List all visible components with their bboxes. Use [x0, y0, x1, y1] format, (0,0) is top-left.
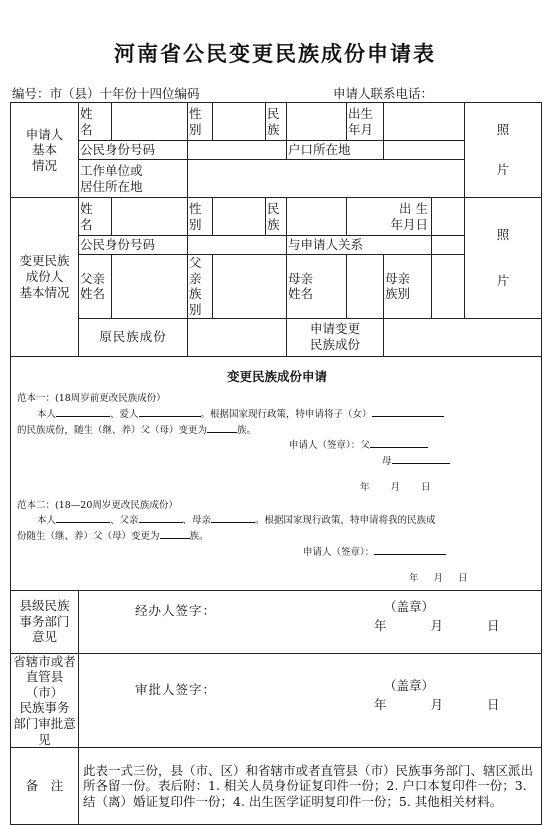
applicant-id-field[interactable] — [188, 141, 287, 160]
city-seal-label: （盖章） — [384, 678, 435, 694]
changer-name-label: 姓 名 — [79, 198, 112, 236]
mother-name-label: 母亲 姓名 — [287, 255, 347, 319]
father-ethnic-field[interactable] — [213, 255, 287, 319]
changer-section-label: 变更民族 成份人 基本情况 — [11, 198, 79, 357]
template2-self-blank[interactable] — [56, 512, 110, 523]
county-approval-area — [79, 590, 542, 653]
changer-sex-field[interactable] — [213, 198, 266, 236]
city-approval-area — [79, 653, 542, 748]
changer-sex-label: 性 别 — [188, 198, 213, 236]
template1-spouse-blank[interactable] — [139, 406, 201, 417]
changer-relation-field[interactable] — [432, 236, 465, 255]
city-signer-label: 审批人签字： — [135, 682, 217, 698]
declaration-block — [11, 356, 542, 590]
applicant-birth-field[interactable] — [384, 103, 465, 141]
applicant-section-label: 申请人 基本 情况 — [11, 103, 79, 198]
serial-number-label: 编号：市（县）十年份十四位编码 — [12, 86, 200, 101]
changer-ethnic-label: 民 族 — [266, 198, 287, 236]
form-title: 河南省公民变更民族成份申请表 — [114, 41, 436, 66]
changer-name-field[interactable] — [112, 198, 188, 236]
city-approval-label: 省辖市或者 直管县（市） 民族事务 部门审批意见 — [11, 653, 79, 748]
applicant-work-label: 工作单位或 居住所在地 — [79, 160, 188, 198]
changer-relation-label: 与申请人关系 — [287, 236, 432, 255]
changer-ethnic-field[interactable] — [287, 198, 347, 236]
applicant-name-label: 姓 名 — [79, 103, 112, 141]
notes-text: 此表一式三份，县（市、区）和省辖市或者直管县（市）民族事务部门、辖区派出所各留一份。表后附：1. 相关人员身份证复印件一份；2. 户口本复印件一份；3. 结（离）婚证复印件一份；4. 出生医学证明复印件一份；5. 其他相关材料。 — [79, 748, 542, 825]
original-ethnic-label: 原民族成份 — [79, 318, 188, 356]
applicant-sex-field[interactable] — [213, 103, 266, 141]
application-table — [10, 102, 542, 825]
mother-ethnic-label: 母亲 族别 — [384, 255, 432, 319]
changer-photo-box: 照 片 — [465, 198, 542, 319]
template1-mother-sign[interactable] — [392, 453, 450, 464]
template1-father-sign[interactable] — [370, 437, 428, 448]
template2-father-blank[interactable] — [139, 512, 183, 523]
template-one: 范本一：(18周岁前更改民族成份） 本人 、爱人 。根据国家现行政策，特申请将子（女） 的民族成份，随生（继、养）父（母）变更为 族。 申请人（签章）：父 母 年 月 日 — [17, 392, 537, 495]
template1-ethnic-blank[interactable] — [207, 422, 237, 433]
city-date-label: 年 月 日 — [374, 697, 500, 713]
original-ethnic-field[interactable] — [188, 318, 287, 356]
county-approval-label: 县级民族 事务部门 意见 — [11, 590, 79, 653]
applicant-ethnic-field[interactable] — [287, 103, 347, 141]
applicant-hukou-label: 户口所在地 — [287, 141, 384, 160]
father-name-field[interactable] — [112, 255, 188, 319]
applicant-hukou-field[interactable] — [384, 141, 465, 160]
notes-label: 备 注 — [11, 748, 79, 825]
template-two: 范本二：(18—20周岁更改民族成份） 本人 、父亲 、母亲 。根据国家现行政策，特申请将我的民族成 份随生（继、养）父（母）变更为 族。 申请人（签章）： 年 月 日 — [17, 499, 468, 584]
changer-birth-field[interactable] — [432, 198, 465, 236]
applicant-sex-label: 性 别 — [188, 103, 213, 141]
county-date-label: 年 月 日 — [374, 617, 500, 633]
applicant-birth-label: 出生 年月 — [347, 103, 384, 141]
county-seal-label: （盖章） — [384, 598, 435, 614]
changer-birth-label: 出 生 年月日 — [347, 198, 432, 236]
mother-ethnic-field[interactable] — [432, 255, 465, 319]
template2-mother-blank[interactable] — [211, 512, 255, 523]
template1-self-blank[interactable] — [56, 406, 110, 417]
changer-id-field[interactable] — [188, 236, 287, 255]
applicant-id-label: 公民身份号码 — [79, 141, 188, 160]
requested-ethnic-field[interactable] — [384, 318, 542, 356]
applicant-name-field[interactable] — [112, 103, 188, 141]
mother-name-field[interactable] — [347, 255, 384, 319]
applicant-ethnic-label: 民 族 — [266, 103, 287, 141]
requested-ethnic-label: 申请变更 民族成份 — [287, 318, 384, 356]
county-signer-label: 经办人签字： — [135, 602, 217, 618]
template1-child-blank[interactable] — [372, 406, 444, 417]
template2-ethnic-blank[interactable] — [160, 528, 190, 539]
template2-sign[interactable] — [374, 544, 446, 555]
declaration-title: 变更民族成份申请 — [227, 368, 328, 384]
father-ethnic-label: 父亲 族别 — [188, 255, 213, 319]
applicant-photo-box: 照 片 — [465, 103, 542, 198]
applicant-work-field[interactable] — [188, 160, 465, 198]
father-name-label: 父亲 姓名 — [79, 255, 112, 319]
phone-label: 申请人联系电话： — [333, 86, 434, 101]
changer-id-label: 公民身份号码 — [79, 236, 188, 255]
